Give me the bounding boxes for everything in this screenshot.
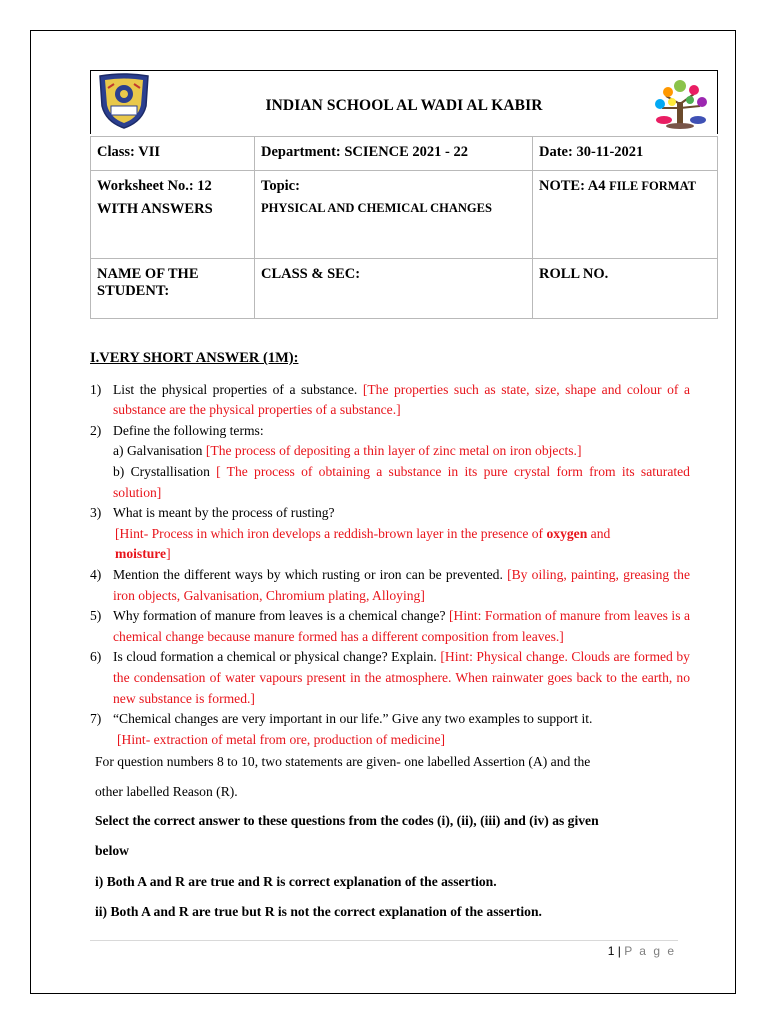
page-word: P a g e xyxy=(624,944,676,958)
question-1 xyxy=(90,380,690,421)
select-instruction-line-1: Select the correct answer to these questions from the codes (i), (ii), (iii) and (iv) as given xyxy=(95,813,599,829)
science-tree-logo xyxy=(650,76,712,130)
assertion-intro-line-1: For question numbers 8 to 10, two statements are given- one labelled Assertion (A) and the xyxy=(95,754,591,770)
question-text: What is meant by the process of rusting? xyxy=(113,505,335,521)
question-number: 2) xyxy=(90,422,102,438)
worksheet-content xyxy=(90,348,690,923)
answer-keyword: moisture xyxy=(115,546,167,562)
question-text: Why formation of manure from leaves is a chemical change? xyxy=(113,608,449,624)
page-footer xyxy=(608,944,676,958)
question-number: 5) xyxy=(90,608,102,624)
student-name-cell: NAME OF THE STUDENT: xyxy=(91,259,255,319)
with-answers-label: WITH ANSWERS xyxy=(97,201,213,217)
section-heading: I.VERY SHORT ANSWER (1M): xyxy=(90,350,299,366)
school-name: INDIAN SCHOOL AL WADI AL KABIR xyxy=(265,97,543,114)
page-separator: | xyxy=(614,944,625,958)
assertion-intro-line-2: other labelled Reason (R). xyxy=(95,783,238,799)
footer-divider xyxy=(90,940,678,941)
answer-text: [Hint: Physical change. Clouds are formed by the condensation of water vapours present in the atmosphere. When rainwater goes back to the earth, no new substance is formed.] xyxy=(113,649,690,706)
sub-question-text: a) Galvanisation xyxy=(113,443,206,459)
topic-cell xyxy=(255,171,533,259)
class-cell: Class: VII xyxy=(91,137,255,171)
question-number: 4) xyxy=(90,566,102,582)
question-number: 7) xyxy=(90,711,102,727)
sub-question-text: b) Crystallisation xyxy=(113,463,217,479)
question-text: Mention the different ways by which rusting or iron can be prevented. xyxy=(113,566,508,582)
answer-text: ] xyxy=(166,546,171,562)
code-ii: ii) Both A and R are true but R is not the correct explanation of the assertion. xyxy=(95,904,542,920)
question-text: Is cloud formation a chemical or physical change? Explain. xyxy=(113,649,441,665)
class-sec-cell: CLASS & SEC: xyxy=(255,259,533,319)
department-cell: Department: SCIENCE 2021 - 22 xyxy=(255,137,533,171)
question-text: List the physical properties of a substance. xyxy=(113,381,363,397)
answer-text: and xyxy=(587,525,611,541)
date-cell: Date: 30-11-2021 xyxy=(533,137,718,171)
worksheet-cell xyxy=(91,171,255,259)
answer-keyword: oxygen xyxy=(546,525,588,541)
question-2 xyxy=(90,421,690,442)
roll-no-cell: ROLL NO. xyxy=(533,259,718,319)
code-i: i) Both A and R are true and R is correct explanation of the assertion. xyxy=(95,873,497,889)
answer-text: [ The process of obtaining a substance in its pure crystal form from its saturated solution] xyxy=(113,463,690,500)
question-2a xyxy=(90,441,690,462)
answer-text: [The process of depositing a thin layer of zinc metal on iron objects.] xyxy=(205,443,582,459)
answer-text: [By oiling, painting, greasing the iron objects, Galvanisation, Chromium plating, Alloying] xyxy=(113,566,691,603)
question-6 xyxy=(90,647,690,709)
worksheet-info-table xyxy=(90,136,718,319)
topic-label: Topic: xyxy=(261,178,300,194)
answer-text: [Hint- Process in which iron develops a reddish-brown layer in the presence of xyxy=(115,525,547,541)
worksheet-number: Worksheet No.: 12 xyxy=(97,178,212,194)
school-crest-logo xyxy=(96,72,152,130)
question-3 xyxy=(90,503,690,524)
answer-3 xyxy=(90,524,690,565)
answer-text: [Hint: Formation of manure from leaves is a chemical change because manure formed has a different composition from leaves.] xyxy=(113,608,690,644)
note-cell xyxy=(533,171,718,259)
question-number: 1) xyxy=(90,381,102,397)
question-text: Define the following terms: xyxy=(113,422,264,438)
select-instruction-line-2: below xyxy=(95,843,129,859)
question-number: 6) xyxy=(90,649,102,665)
note-prefix: NOTE: A4 xyxy=(539,178,610,194)
answer-text: [The properties such as state, size, shape and colour of a substance are the physical properties of a substance.] xyxy=(113,381,690,418)
answer-7 xyxy=(90,730,690,751)
page-number: 1 xyxy=(607,944,615,958)
header-box xyxy=(90,70,718,134)
question-4 xyxy=(90,565,690,606)
topic-value: PHYSICAL AND CHEMICAL CHANGES xyxy=(261,201,492,215)
answer-text: [Hint- extraction of metal from ore, production of medicine] xyxy=(117,731,446,747)
question-text: “Chemical changes are very important in our life.” Give any two examples to support it. xyxy=(113,711,593,727)
question-5 xyxy=(90,606,690,647)
question-2b xyxy=(90,462,690,503)
question-number: 3) xyxy=(90,505,102,521)
question-7 xyxy=(90,709,690,730)
note-suffix: FILE FORMAT xyxy=(609,179,697,193)
